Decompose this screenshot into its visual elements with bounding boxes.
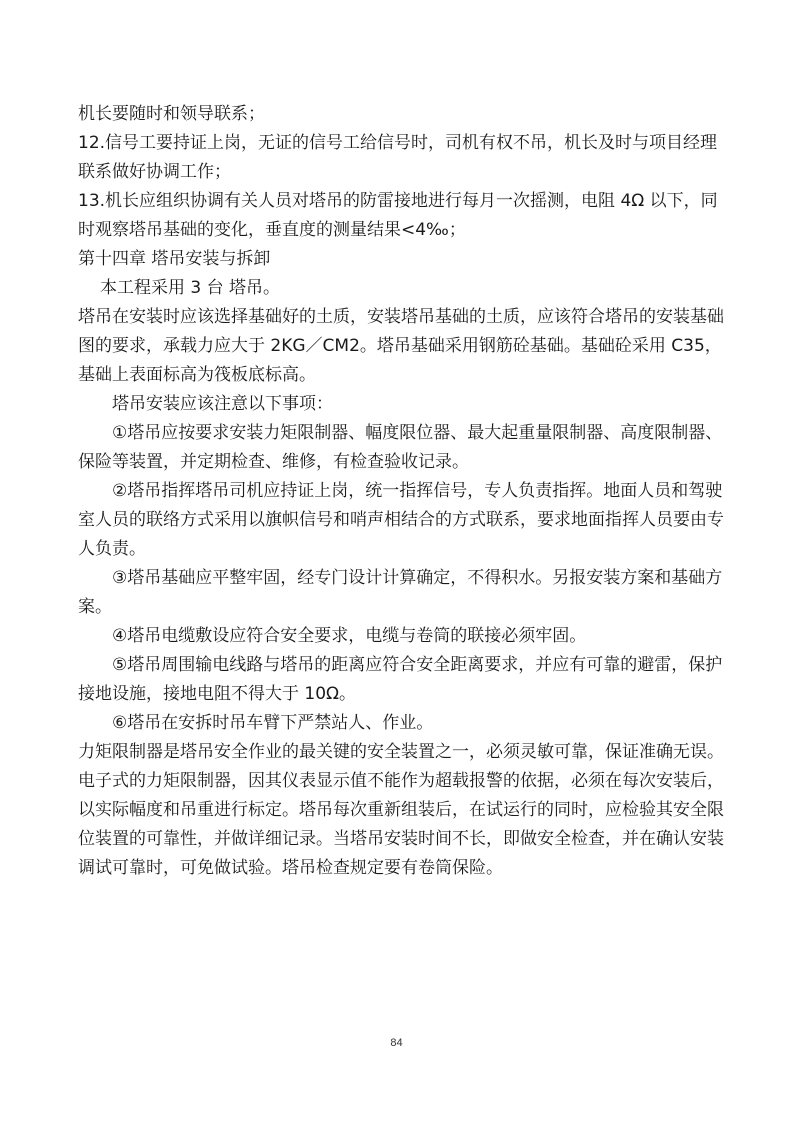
paragraph-item-13: 13.机长应组织协调有关人员对塔吊的防雷接地进行每月一次摇测，电阻 4Ω 以下，同时观察塔吊基础的变化，垂直度的测量结果<4‰； xyxy=(78,191,718,240)
list-item-2: ②塔吊指挥塔吊司机应持证上岗，统一指挥信号，专人负责指挥。地面人员和驾驶室人员的联络方式采用以旗帜信号和哨声相结合的方式联系，要求地面指挥人员要由专人负责。 xyxy=(78,481,724,559)
list-item-1: ①塔吊应按要求安装力矩限制器、幅度限位器、最大起重量限制器、高度限制器、保险等装置，并定期检查、维修，有检查验收记录。 xyxy=(78,423,723,472)
paragraph-torque-limiter: 力矩限制器是塔吊安全作业的最关键的安全装置之一，必须灵敏可靠，保证准确无误。电子式的力矩限制器，因其仪表显示值不能作为超载报警的依据，必须在每次安装后，以实际幅度和吊重进行标定。塔吊每次重新组装后，在试运行的同时，应检验其安全限位装置的可靠性，并做详细记录。当塔吊安装时间不长，即做安全检查，并在确认安装调试可靠时，可免做试验。塔吊检查规定要有卷筒保险。 xyxy=(78,742,724,878)
paragraph-item-12: 12.信号工要持证上岗，无证的信号工给信号时，司机有权不吊，机长及时与项目经理联系做好协调工作； xyxy=(78,133,718,182)
paragraph-notes-intro: 塔吊安装应该注意以下事项： xyxy=(112,394,333,414)
page-number: 84 xyxy=(390,1037,403,1049)
paragraph-continuation: 机长要随时和领导联系； xyxy=(78,104,265,124)
chapter-heading: 第十四章 塔吊安装与拆卸 xyxy=(78,249,271,269)
list-item-5: ⑤塔吊周围输电线路与塔吊的距离应符合安全距离要求，并应有可靠的避雷，保护接地设施，接地电阻不得大于 10Ω。 xyxy=(78,655,723,704)
list-item-4: ④塔吊电缆敷设应符合安全要求，电缆与卷筒的联接必须牢固。 xyxy=(112,626,587,646)
list-item-6: ⑥塔吊在安拆时吊车臂下严禁站人、作业。 xyxy=(112,713,434,733)
paragraph-foundation: 塔吊在安装时应该选择基础好的土质，安装塔吊基础的土质，应该符合塔吊的安装基础图的要求，承载力应大于 2KG／CM2。塔吊基础采用钢筋砼基础。基础砼采用 C35，基础上表面标高为筏板底标高。 xyxy=(78,307,724,385)
paragraph-crane-count: 本工程采用 3 台 塔吊。 xyxy=(100,278,281,298)
document-body xyxy=(78,100,728,883)
list-item-3: ③塔吊基础应平整牢固，经专门设计计算确定，不得积水。另报安装方案和基础方案。 xyxy=(78,568,723,617)
